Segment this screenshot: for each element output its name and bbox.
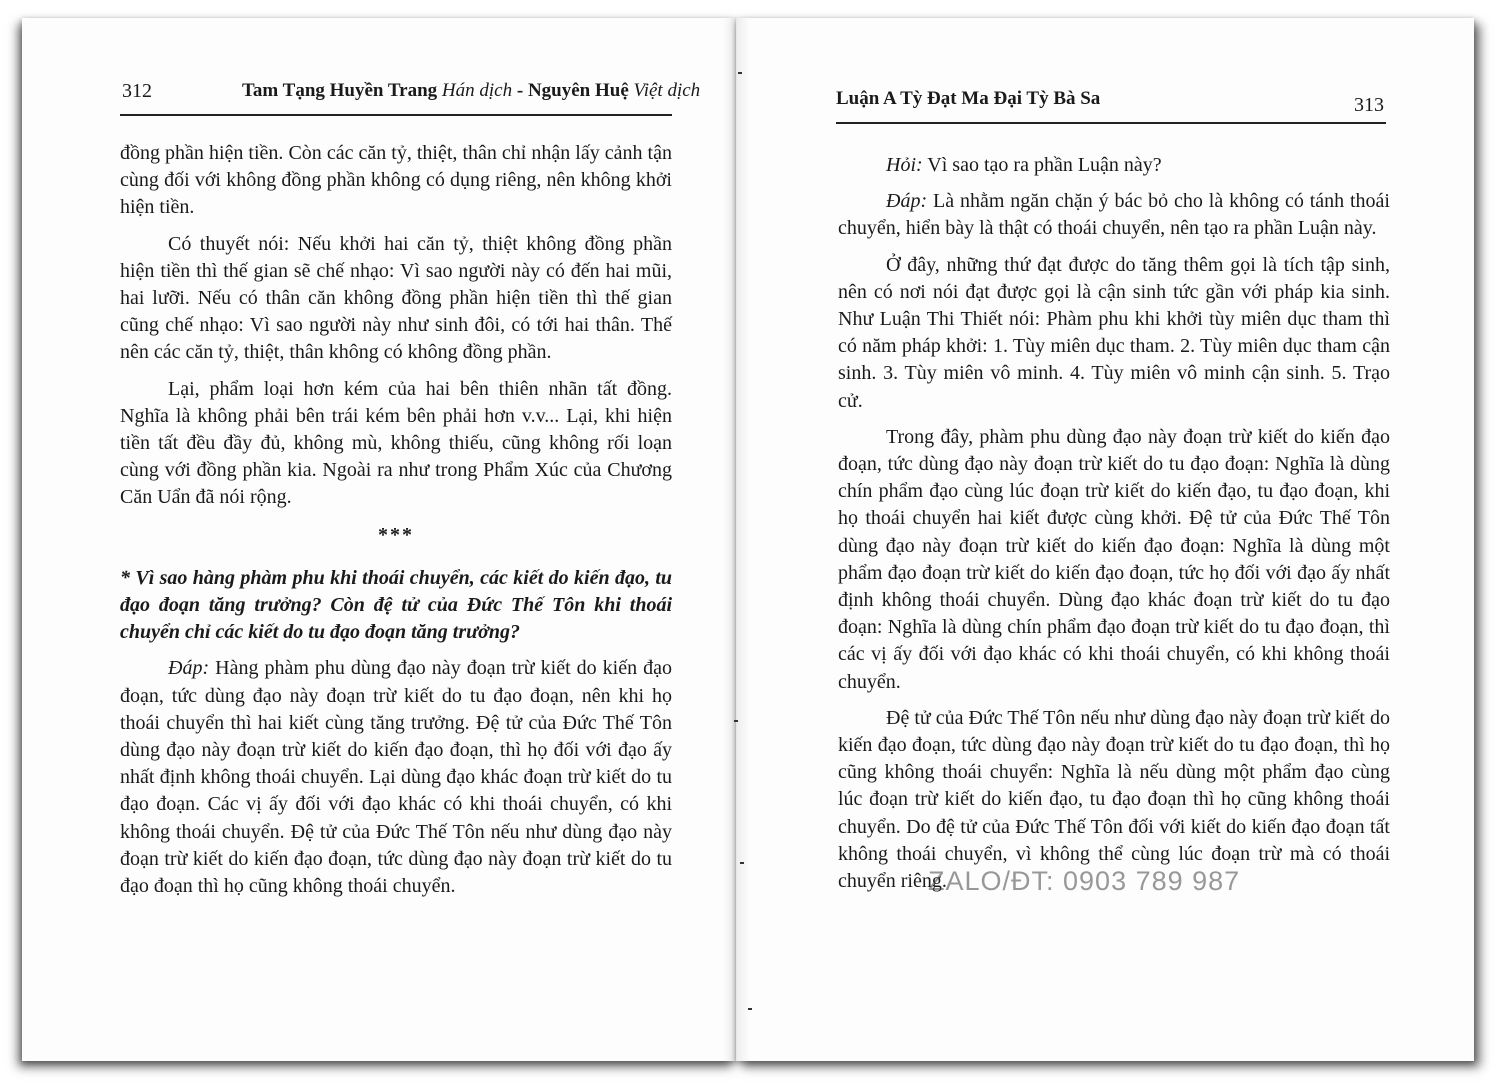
answer-paragraph (838, 188, 1390, 242)
paragraph: Lại, phẩm loại hơn kém của hai bên thiên nhãn tất đồng. Nghĩa là không phải bên trái kém bên phải hơn v.v... Lại, khi hiện tiền tất đều đầy đủ, không mù, không thiếu, cũng không rối loạn cùng với đồng phần kia. Ngoài ra như trong Phẩm Xúc của Chương Căn Uẩn đã nói rộng. (120, 377, 672, 509)
gutter-mark (738, 72, 742, 74)
header-author: Tam Tạng Huyền Trang (242, 80, 438, 101)
page-number: 312 (122, 80, 152, 102)
watermark: ZALO/ĐT: 0903 789 987 (928, 866, 1241, 896)
header-rule (120, 114, 672, 116)
section-divider: *** (378, 523, 414, 546)
right-page (736, 18, 1474, 1061)
header-separator: - (512, 80, 528, 101)
question-heading: * Vì sao hàng phàm phu khi thoái chuyển, các kiết do kiến đạo, tu đạo đoạn tăng trưởng? Còn đệ tử của Đức Thế Tôn khi thoái chuyển chỉ các kiết do tu đạo đoạn tăng trưởng? (120, 566, 672, 644)
question-label: Hỏi: (886, 154, 923, 176)
running-header: Luận A Tỳ Đạt Ma Đại Tỳ Bà Sa (836, 88, 1101, 109)
header-role-1: Hán dịch (441, 80, 513, 101)
gutter-mark (734, 720, 738, 722)
header-rule (836, 122, 1386, 124)
page-number: 313 (1354, 94, 1384, 116)
running-header (242, 80, 700, 102)
answer-text: Là nhằm ngăn chặn ý bác bỏ cho là không có tánh thoái chuyển, hiển bày là thật có thoái chuyển, nên tạo ra phần Luận này. (838, 190, 1390, 240)
header-role-2: Việt dịch (633, 80, 701, 101)
paragraph: Đệ tử của Đức Thế Tôn nếu như dùng đạo này đoạn trừ kiết do kiến đạo đoạn, tức dùng đạo này đoạn trừ kiết do tu đạo đoạn, thì họ cũng không thoái chuyển: Nghĩa là nếu dùng một phẩm đạo cùng lúc đoạn trừ kiết do kiến đạo, tu đạo đoạn thì họ cũng không thoái chuyển. Do đệ tử của Đức Thế Tôn đối với kiết do kiến đạo đoạn tất không thoái chuyển, vì không thể cùng lúc đoạn trừ mà có thoái chuyển riêng. (838, 706, 1390, 893)
question-paragraph (838, 152, 1390, 179)
paragraph: Có thuyết nói: Nếu khởi hai căn tỷ, thiệt không đồng phần hiện tiền thì thế gian sẽ chế nhạo: Vì sao người này có đến hai mũi, hai lưỡi. Nếu có thân căn không đồng phần hiện tiền thì thế gian cũng chế nhạo: Vì sao người này như sinh đôi, có tới hai thân. Thế nên các căn tỷ, thiệt, thân không có không đồng phần. (120, 232, 672, 364)
header-translator: Nguyên Huệ (527, 80, 629, 101)
left-page (22, 18, 736, 1061)
gutter-mark (748, 1008, 752, 1010)
answer-text: Hàng phàm phu dùng đạo này đoạn trừ kiết do kiến đạo đoạn, tức dùng đạo này đoạn trừ kiết do tu đạo đoạn, nên khi họ thoái chuyển thì hai kiết cùng tăng trưởng. Đệ tử của Đức Thế Tôn dùng đạo này đoạn trừ kiết do kiến đạo đoạn, thì họ đối với đạo ấy nhất định không thoái chuyển. Lại dùng đạo khác đoạn trừ kiết do tu đạo đoạn. Các vị ấy đối với đạo khác có khi thoái chuyển, có khi không thoái chuyển. Đệ tử của Đức Thế Tôn nếu như dùng đạo này đoạn trừ kiết do kiến đạo đoạn, tức dùng đạo này đoạn trừ kiết do tu đạo đoạn thì họ cũng không thoái chuyển. (120, 657, 672, 898)
gutter-mark (740, 862, 744, 864)
paragraph: Trong đây, phàm phu dùng đạo này đoạn trừ kiết do kiến đạo đoạn, tức dùng đạo này đoạn trừ kiết do tu đạo đoạn: Nghĩa là dùng chín phẩm đạo cùng lúc đoạn trừ kiết do kiến đạo, tu đạo đoạn, khi họ thoái chuyển hai kiết được cùng khởi. Đệ tử của Đức Thế Tôn dùng đạo này đoạn trừ kiết do kiến đạo đoạn: Nghĩa là dùng một phẩm đạo đoạn trừ kiết do kiến đạo đoạn, tức họ đối với đạo ấy nhất định không thoái chuyển. Dùng đạo khác đoạn trừ kiết do tu đạo đoạn: Nghĩa là dùng chín phẩm đạo đoạn trừ kiết do tu đạo đoạn, thì các vị ấy đối với đạo khác có khi thoái chuyển, có khi không thoái chuyển. (838, 425, 1390, 693)
answer-paragraph (120, 655, 672, 900)
paragraph: Ở đây, những thứ đạt được do tăng thêm gọi là tích tập sinh, nên có nơi nói đạt được gọi là cận sinh tức gần với pháp kia sinh. Như Luận Thi Thiết nói: Phàm phu khi khởi tùy miên dục tham thì có năm pháp khởi: 1. Tùy miên dục tham. 2. Tùy miên dục tham cận sinh. 3. Tùy miên vô minh. 4. Tùy miên vô minh cận sinh. 5. Trạo cử. (838, 253, 1390, 412)
answer-label: Đáp: (886, 190, 928, 213)
answer-label: Đáp: (168, 657, 210, 680)
paragraph: đồng phần hiện tiền. Còn các căn tỷ, thiệt, thân chỉ nhận lấy cảnh tận cùng đối với không đồng phần không có dụng riêng, nên không khởi hiện tiền. (120, 142, 672, 219)
book-gutter (722, 18, 750, 1061)
left-body (120, 140, 672, 909)
question-text: Vì sao tạo ra phần Luận này? (922, 154, 1162, 176)
right-body (838, 152, 1390, 904)
